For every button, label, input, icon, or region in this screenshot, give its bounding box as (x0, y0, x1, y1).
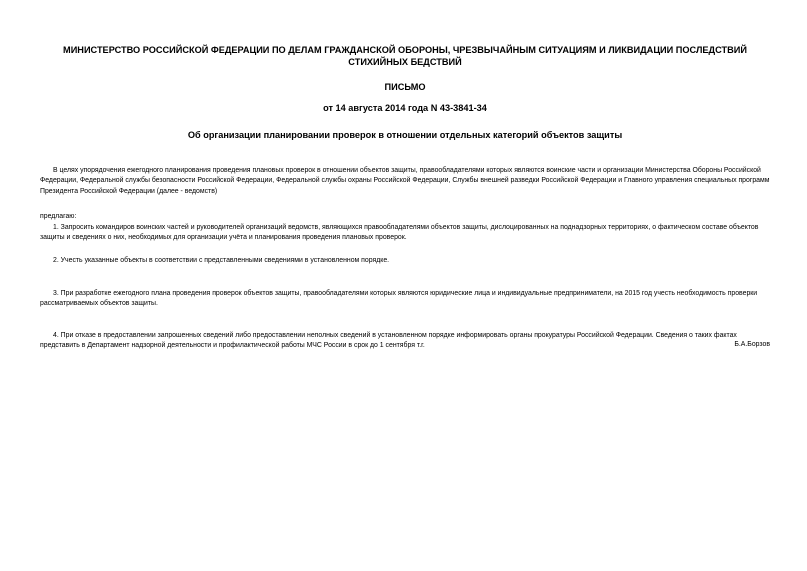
paragraph-intro: В целях упорядочения ежегодного планирования проведения плановых проверок в отношении объектов защиты, правообладателями которых являются воинские части и организации Министерства Обороны Российской Федерации, Федеральной службы безопасности Российской Федерации, Федеральной службы охраны Российской Федерации, Службы внешней разведки Российской Федерации и Главного управления специальных программ Президента Российской Федерации (далее - ведомств) (40, 167, 770, 195)
document-subject: Об организации планировании проверок в отношении отдельных категорий объектов защиты (187, 130, 623, 140)
paragraph-item-3: 3. При разработке ежегодного плана проведения проверок объектов защиты, правообладателями которых являются юридические лица и индивидуальные предприниматели, на 2015 год учесть необходимость проверки рассматриваемых объектов защиты. (40, 289, 758, 308)
paragraph-item-1: 1. Запросить командиров воинских частей и руководителей организаций ведомств, являющихся правообладателями объектов защиты, дислоцированных на поднадзорных территориях, о фактическом составе объектов защиты и сведениях о них, необходимых для организации учёта и планирования проведения плановых проверок. (40, 223, 759, 242)
paragraph-item-4: 4. При отказе в предоставлении запрошенных сведений либо предоставлении неполных сведений в установленном порядке информировать органы прокуратуры Российской Федерации. Сведения о таких фактах представить в Департамент надзорной деятельности и профилактической работы МЧС России в срок до 1 сентября т.г. (40, 331, 737, 350)
document-page (40, 44, 770, 351)
issuing-authority: МИНИСТЕРСТВО РОССИЙСКОЙ ФЕДЕРАЦИИ ПО ДЕЛАМ ГРАЖДАНСКОЙ ОБОРОНЫ, ЧРЕЗВЫЧАЙНЫМ СИТУАЦИЯМ И ЛИКВИДАЦИИ ПОСЛЕДСТВИЙ СТИХИЙНЫХ БЕДСТВИЙ (63, 45, 747, 67)
document-body (40, 166, 770, 351)
document-date-number: от 14 августа 2014 года N 43-3841-34 (323, 103, 487, 113)
document-type: ПИСЬМО (384, 82, 426, 92)
paragraph-item-2: 2. Учесть указанные объекты в соответствии с представленными сведениями в установленном порядке. (53, 257, 390, 265)
signature-name: Б.А.Борзов (734, 341, 770, 348)
paragraph-proposes: предлагаю: (40, 213, 77, 221)
